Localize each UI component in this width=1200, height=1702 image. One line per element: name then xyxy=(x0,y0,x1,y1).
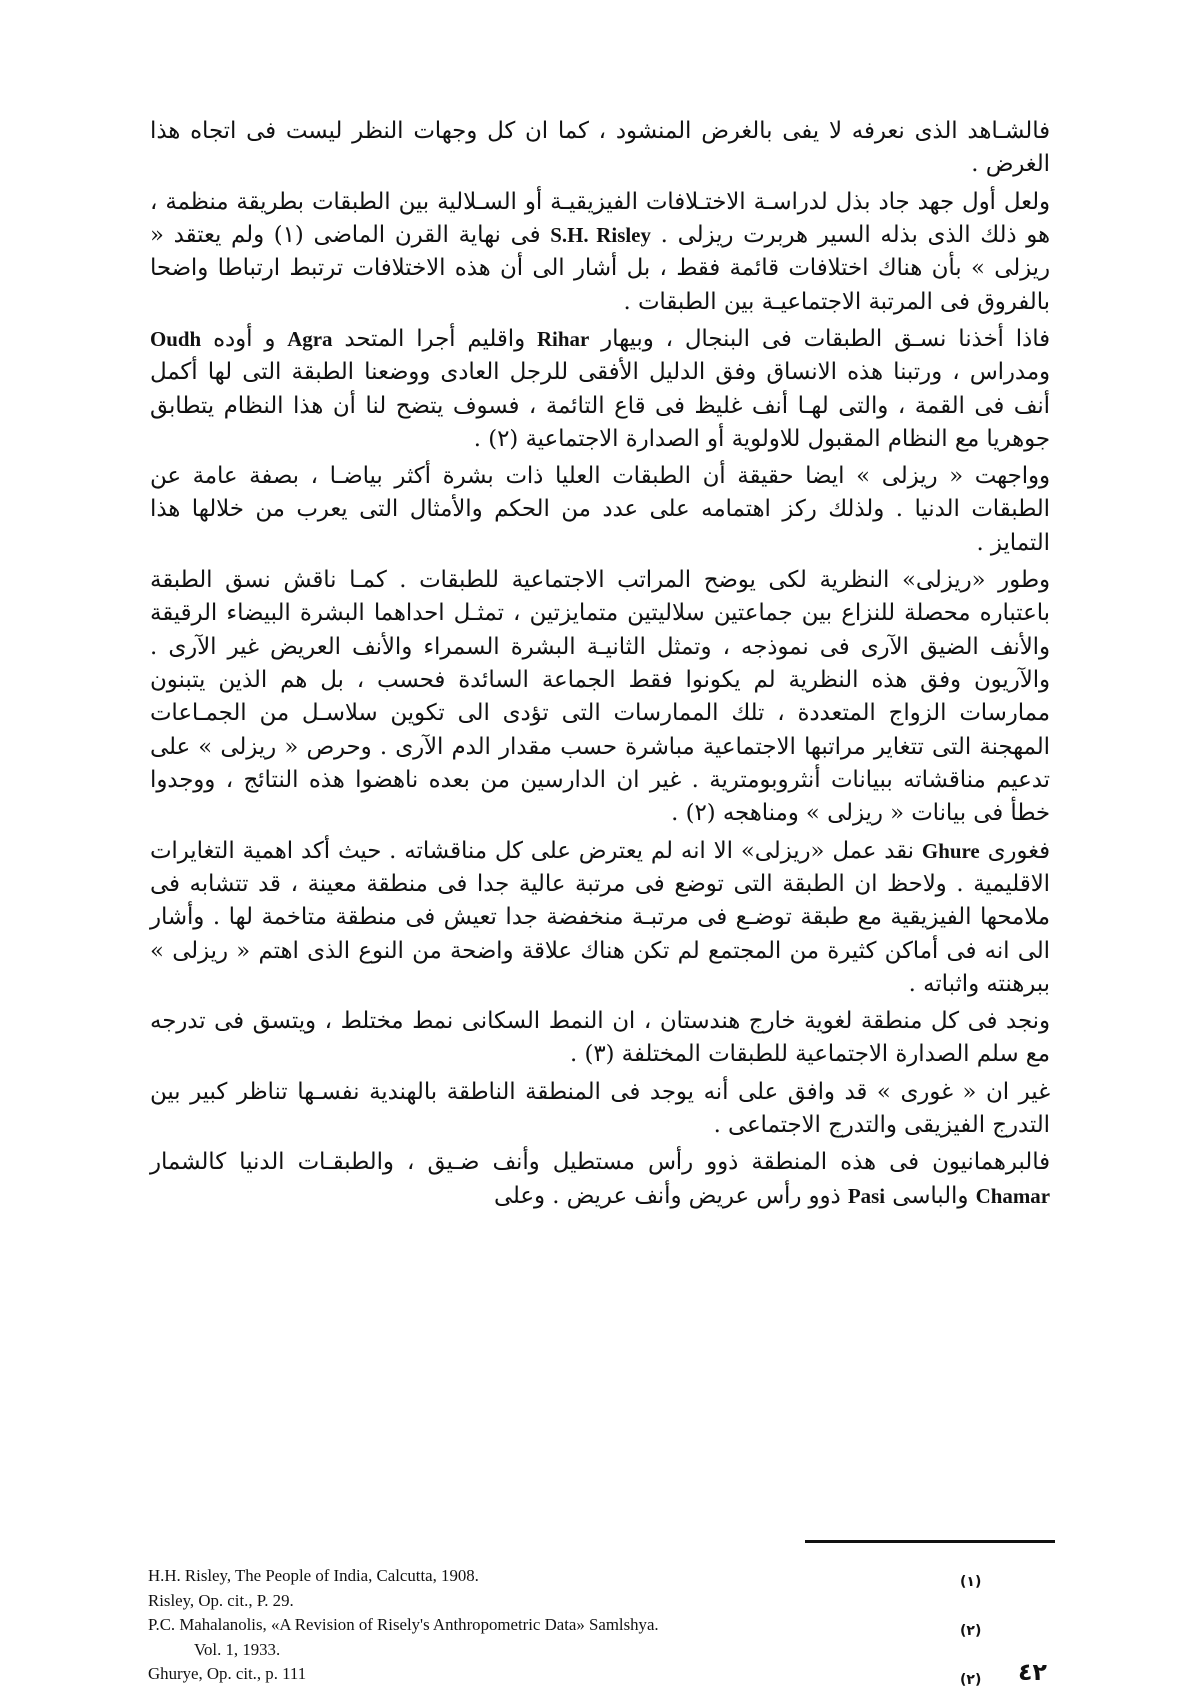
text-segment: وواجهت « ريزلى » ايضا حقيقة أن الطبقات العليا ذات بشرة أكثر بياضـا ، بصفة عامة عن الطبقات الدنيا . ولذلك ركز اهتمامه على عدد من الحكم والأمثال التى يعرب من خلالها هذا التمايز . xyxy=(150,463,1050,556)
text-segment: فالبرهمانيون فى هذه المنطقة ذوو رأس مستطيل وأنف ضـيق ، والطبقـات الدنيا كالشمار xyxy=(150,1149,1050,1176)
text-segment: والباسى xyxy=(885,1182,976,1209)
footnote-marker: (٢) xyxy=(960,1623,982,1640)
text-segment: فغورى xyxy=(979,837,1050,864)
latin-term: Rihar xyxy=(536,326,590,351)
text-segment: واقليم أجرا المتحد xyxy=(332,325,537,352)
text-segment: ولعل أول جهد جاد بذل لدراسـة الاختـلافات الفيزيقيـة أو السـلالية بين الطبقات بطريقة منظمة ، هو ذلك الذى بذله السير هربرت ريزلى . xyxy=(150,188,1050,248)
footnote-text: Vol. 1, 1933. xyxy=(194,1639,281,1659)
paragraph xyxy=(150,186,1050,319)
footnote-line xyxy=(148,1613,1028,1638)
footnote-marker: (٢) xyxy=(960,1672,982,1689)
footnote-text: Risley, Op. cit., P. 29. xyxy=(148,1590,294,1610)
latin-term: Oudh xyxy=(150,326,202,351)
latin-term: Chamar xyxy=(975,1183,1050,1208)
page-number: ٤٢ xyxy=(1018,1658,1047,1686)
text-segment: وطور «ريزلى» النظرية لكى يوضح المراتب الاجتماعية للطبقات . كمـا ناقش نسق الطبقة باعتباره محصلة للنزاع بين جماعتين سلاليتين متمايزتين ، تمثـل احداهما البشرة البيضاء الرقيقة والأنف الضيق الآرى فى نموذجه ، وتمثل الثانيـة البشرة السمراء والأنف العريض غير الآرى . والآريون وفق هذه النظرية لم يكونوا فقط الجماعة السائدة فحسب ، بل هم الذين يتبنون ممارسات الزواج المتعددة ، تلك الممارسات التى تؤدى الى تكوين سلاسـل من الجمـاعات المهجنة التى تتغاير مراتبها الاجتماعية مباشرة حسب مقدار الدم الآرى . وحرص « ريزلى » على تدعيم مناقشاته ببيانات أنثروبومترية . غير ان الدارسين من بعده ناهضوا هذه النتائج ، ووجدوا خطأ فى بيانات « ريزلى » ومناهجه (٢) . xyxy=(150,567,1050,827)
footnotes xyxy=(148,1564,1028,1687)
footnote-line xyxy=(148,1564,1028,1589)
footnote-marker: (١) xyxy=(960,1574,982,1590)
text-segment: غير ان « غورى » قد وافق على أنه يوجد فى المنطقة الناطقة بالهندية نفسـها تناظر كبير بين التدرج الفيزيقى والتدرج الاجتماعى . xyxy=(150,1078,1050,1139)
text-segment: نقد عمل «ريزلى» الا انه لم يعترض على كل مناقشاته . حيث أكد اهمية التغايرات الاقليمية . ولاحظ ان الطبقة التى توضع فى مرتبة عالية جدا فى منطقة معينة ، قد تتشابه فى ملامحها الفيزيقية مع طبقة توضـع فى مرتبـة منخفضة جدا تعيش فى منطقة متاخمة لها . وأشار الى انه فى أماكن كثيرة من المجتمع لم تكن هناك علاقة واضحة من النوع الذى اهتم « ريزلى » ببرهنته واثباته . xyxy=(150,837,1050,997)
paragraph xyxy=(150,1146,1050,1213)
latin-term: Pasi xyxy=(847,1183,886,1208)
footnote-text: H.H. Risley, The People of India, Calcutta, 1908. xyxy=(148,1566,479,1585)
text-segment: ذوو رأس عريض وأنف عريض . وعلى xyxy=(493,1182,848,1209)
paragraph xyxy=(150,1076,1050,1143)
text-segment: و أوده xyxy=(201,325,288,352)
footnote-line xyxy=(148,1589,1028,1614)
text-segment: ونجد فى كل منطقة لغوية خارج هندستان ، ان النمط السكانى نمط مختلط ، ويتسق فى تدرجه مع سلم الصدارة الاجتماعية للطبقات المختلفة (٣) . xyxy=(150,1008,1050,1068)
latin-term: Agra xyxy=(287,326,333,351)
footnote-text: Ghurye, Op. cit., p. 111 xyxy=(148,1664,307,1684)
main-text xyxy=(150,115,1050,1217)
latin-term: Ghure xyxy=(921,838,980,863)
paragraph xyxy=(150,1005,1050,1072)
paragraph xyxy=(150,835,1050,1002)
footnote-text: P.C. Mahalanolis, «A Revision of Risely's Anthropometric Data» Samlshya. xyxy=(148,1615,659,1635)
footnote-line xyxy=(148,1662,1028,1687)
paragraph xyxy=(150,115,1050,182)
paragraph xyxy=(150,460,1050,560)
paragraph xyxy=(150,323,1050,456)
text-segment: فى نهاية القرن الماضى (١) ولم يعتقد « ريزلى » بأن هناك اختلافات قائمة فقط ، بل أشار الى أن هذه الاختلافات ترتبط ارتباطا واضحا بالفروق فى المرتبة الاجتماعيـة بين الطبقات . xyxy=(150,221,1050,315)
latin-term: S.H. Risley xyxy=(550,222,651,247)
footnote-separator xyxy=(805,1540,1055,1543)
footnote-line xyxy=(148,1638,1028,1663)
text-segment: فالشـاهد الذى نعرفه لا يفى بالغرض المنشود ، كما ان كل وجهات النظر ليست فى اتجاه هذا الغرض . xyxy=(150,118,1050,178)
text-segment: فاذا أخذنا نسـق الطبقات فى البنجال ، وبيهار xyxy=(589,325,1050,352)
paragraph xyxy=(150,564,1050,831)
text-segment: ومدراس ، ورتبنا هذه الانساق وفق الدليل الأفقى للرجل العادى ووضعنا الطبقة التى لها أكمل أنف فى القمة ، والتى لهـا أنف غليظ فى قاع التائمة ، فسوف يتضح لنا أن هذا النظام يتطابق جوهريا مع النظام المقبول للاولوية أو الصدارة الاجتماعية (٢) . xyxy=(150,359,1050,452)
